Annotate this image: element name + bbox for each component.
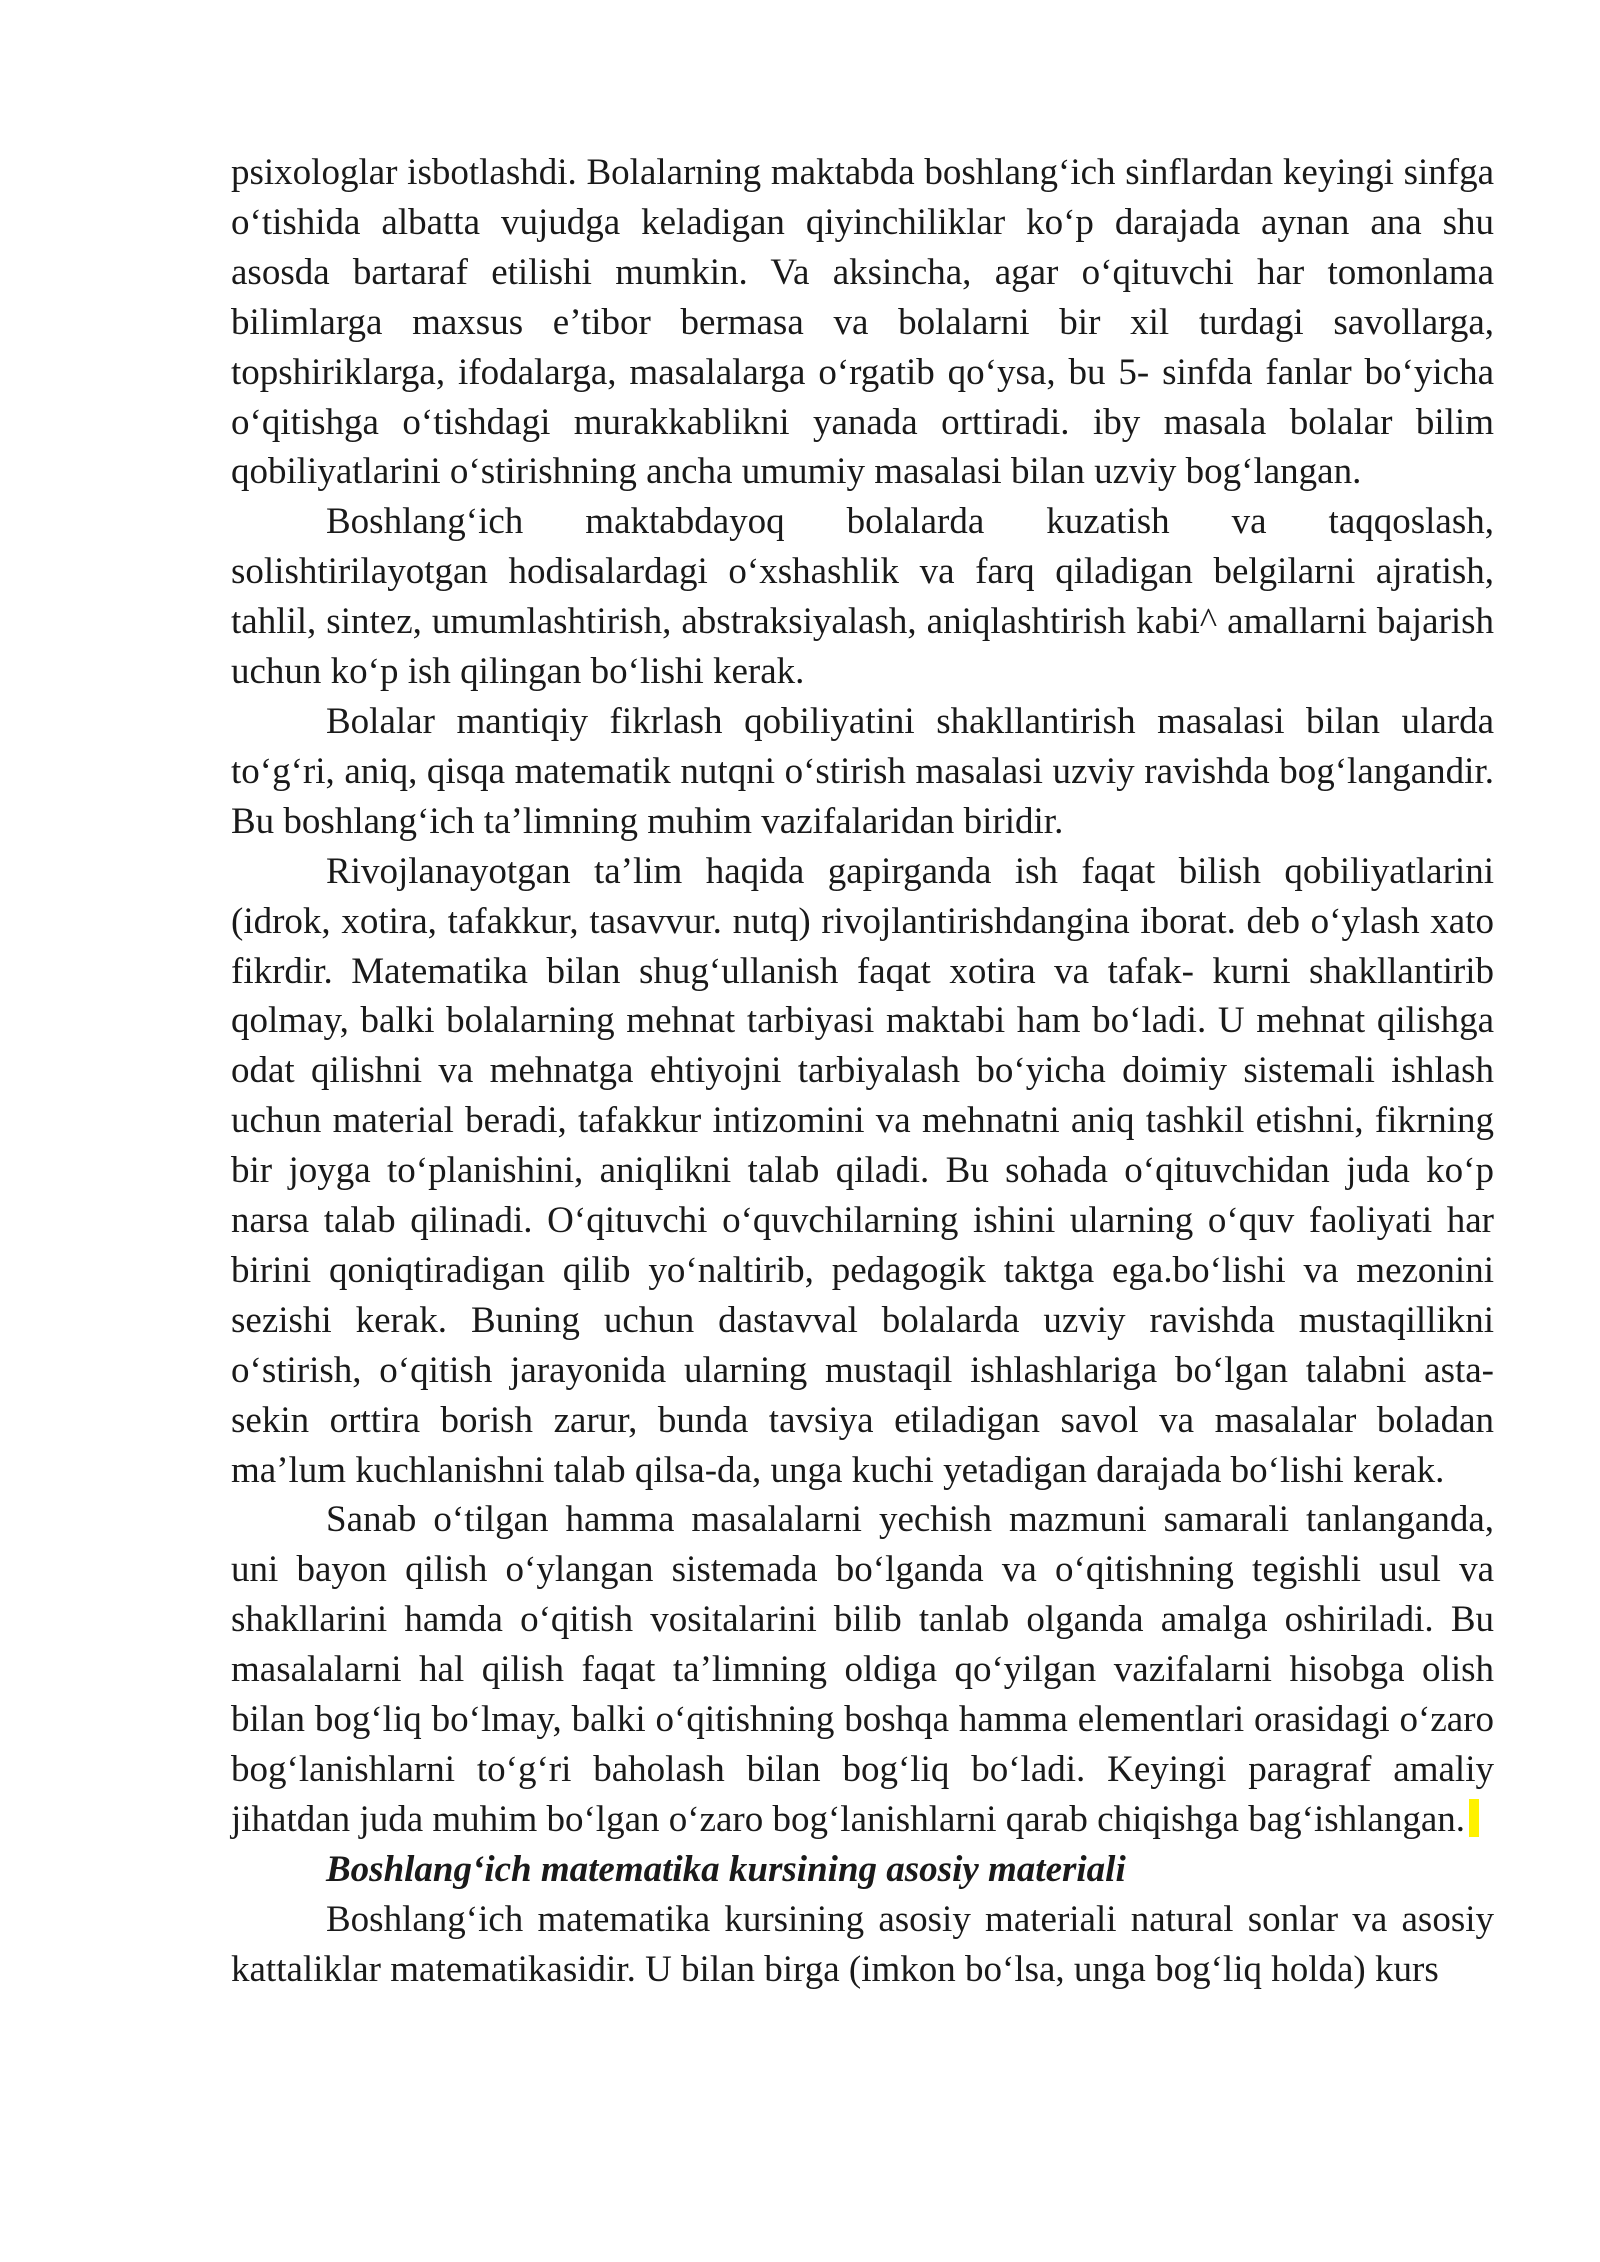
body-paragraph-continued: Boshlang‘ich matematika kursining asosiy materiali natural sonlar va asosiy kattaliklar matematikasidir. U bilan birga (imkon bo‘lsa, unga bog‘liq holda) kurs (231, 1898, 1494, 1990)
body-paragraph: Boshlang‘ich maktabdayoq bolalarda kuzatish va taqqoslash, solishtirilayotgan hodisalardagi o‘xshashlik va farq qiladigan belgilarni ajratish, tahlil, sintez, umumlashtirish, abstraksiyalash, aniqlashtirish kabi^ amallarni bajarish uchun ko‘p ish qilingan bo‘lishi kerak. (231, 501, 1494, 693)
text-highlight-marker (1469, 1799, 1479, 1837)
body-paragraph-text: Sanab o‘tilgan hamma masalalarni yechish mazmuni samarali tanlanganda, uni bayon qilish o‘ylangan sistemada bo‘lganda va o‘qitishning tegishli usul va shakllarini hamda o‘qitish vositalarini bilib tanlab olganda amalga oshiriladi. Bu masalalarni hal qilish faqat ta’limning oldiga qo‘yilgan vazifalarni hisobga olish bilan bog‘liq bo‘lmay, balki o‘qitishning boshqa hamma elementlari orasidagi o‘zaro bog‘lanishlarni to‘g‘ri baholash bilan bog‘liq bo‘ladi. Keyingi paragraf amaliy jihatdan juda muhim bo‘lgan o‘zaro bog‘lanishlarni qarab chiqishga bag‘ishlangan. (231, 1499, 1494, 1840)
document-page (231, 148, 1494, 1995)
section-heading: Boshlang‘ich matematika kursining asosiy materiali (326, 1848, 1126, 1890)
body-paragraph: Bolalar mantiqiy fikrlash qobiliyatini shakllantirish masalasi bilan ularda to‘g‘ri, aniq, qisqa matematik nutqni o‘stirish masalasi uzviy ravishda bog‘langandir. Bu boshlang‘ich ta’limning muhim vazifalaridan biridir. (231, 700, 1494, 842)
body-paragraph: psixologlar isbotlashdi. Bolalarning maktabda boshlang‘ich sinflardan keyingi sinfga o‘tishida albatta vujudga keladigan qiyinchiliklar ko‘p darajada aynan ana shu asosda bartaraf etilishi mumkin. Va aksincha, agar o‘qituvchi har tomonlama bilimlarga maxsus e’tibor bermasa va bolalarni bir xil turdagi savollarga, topshiriklarga, ifodalarga, masalalarga o‘rgatib qo‘ysa, bu 5- sinfda fanlar bo‘yicha o‘qitishga o‘tishdagi murakkablikni yanada orttiradi. iby masala bolalar bilim qobiliyatlarini o‘stirishning ancha umumiy masalasi bilan uzviy bog‘langan. (231, 152, 1494, 493)
body-paragraph-highlighted-end (231, 1495, 1494, 1844)
body-paragraph: Rivojlanayotgan ta’lim haqida gapirganda ish faqat bilish qobiliyatlarini (idrok, xotira, tafakkur, tasavvur. nutq) rivojlantirishdangina iborat. deb o‘ylash xato fikrdir. Matematika bilan shug‘ullanish faqat xotira va tafak- kurni shakllantirib qolmay, balki bolalarning mehnat tarbiyasi maktabi ham bo‘ladi. U mehnat qilishga odat qilishni va mehnatga ehtiyojni tarbiyalash bo‘yicha doimiy sistemali ishlash uchun material beradi, tafakkur intizomini va mehnatni aniq tashkil etishni, fikrning bir joyga to‘planishini, aniqlikni talab qiladi. Bu sohada o‘qituvchidan juda ko‘p narsa talab qilinadi. O‘qituvchi o‘quvchilarning ishini ularning o‘quv faoliyati har birini qoniqtiradigan qilib yo‘naltirib, pedagogik taktga ega.bo‘lishi va mezonini sezishi kerak. Buning uchun dastavval bolalarda uzviy ravishda mustaqillikni o‘stirish, o‘qitish jarayonida ularning mustaqil ishlashlariga bo‘lgan talabni asta-sekin orttira borish zarur, bunda tavsiya etiladigan savol va masalalar boladan ma’lum kuchlanishni talab qilsa-da, unga kuchi yetadigan darajada bo‘lishi kerak. (231, 850, 1494, 1491)
